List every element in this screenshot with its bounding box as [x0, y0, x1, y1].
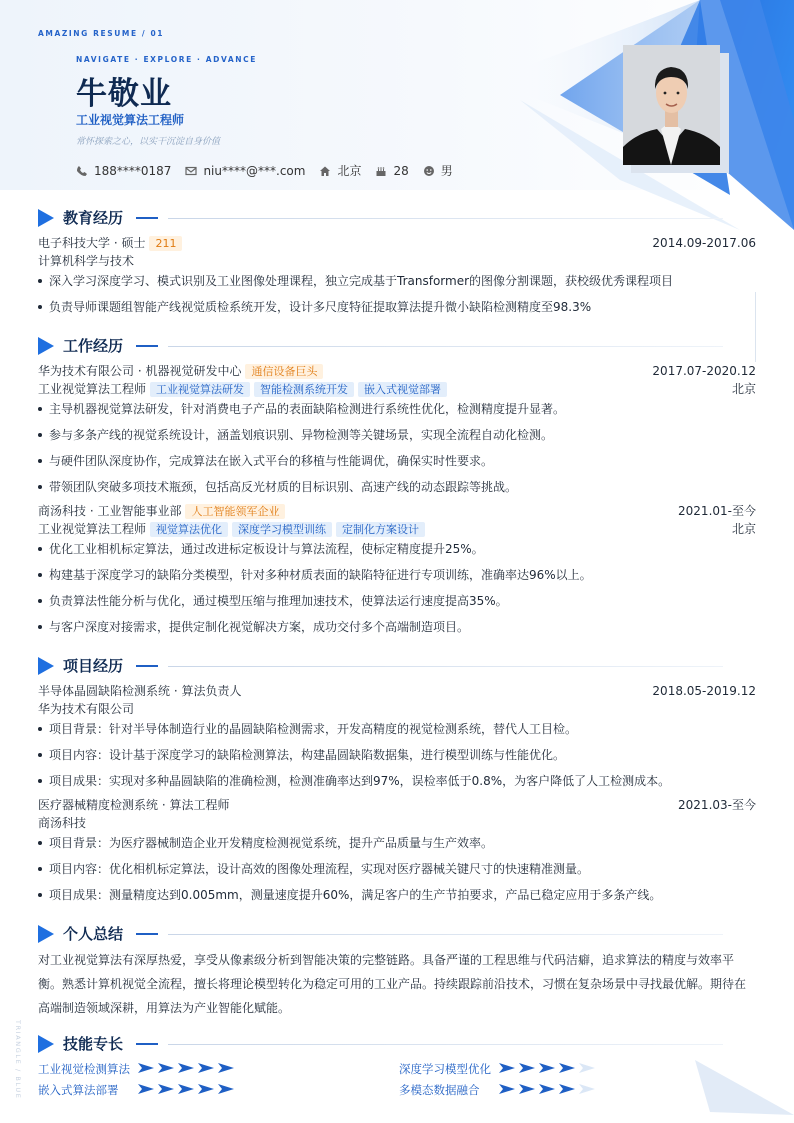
education-heading: [38, 207, 756, 229]
section-divider: [168, 934, 723, 935]
work-section: [38, 335, 756, 640]
project-header: [38, 683, 756, 699]
job-header: [38, 503, 756, 519]
skill-label: 嵌入式算法部署: [38, 1083, 119, 1097]
rating-arrow-filled-icon: [158, 1084, 174, 1094]
job-location: 北京: [731, 382, 756, 396]
summary-heading: [38, 923, 756, 945]
job-bullet: 与硬件团队深度协作，完成算法在嵌入式平台的移植与性能调优，确保实时性要求。: [38, 453, 756, 469]
section-title: 项目经历: [63, 657, 124, 675]
skill-item: [38, 1062, 338, 1078]
skill-item: [399, 1083, 699, 1099]
cake-icon: [375, 165, 387, 177]
skills-heading: [38, 1033, 756, 1055]
summary-text: 对工业视觉算法有深厚热爱，享受从像素级分析到智能决策的完整链路。具备严谨的工程思维与代码洁癖，追求算法的精度与效率平衡。熟悉计算机视觉全流程，擅长将理论模型转化为稳定可用的工业产品。持续跟踪前沿技术，习惯在复杂场景中寻找最优解。期待在高端制造领域深耕，用算法为产业智能化赋能。: [38, 953, 747, 1015]
mail-icon: [185, 165, 197, 177]
rating-arrow-filled-icon: [539, 1063, 555, 1073]
rating-arrow-filled-icon: [198, 1084, 214, 1094]
work-heading: [38, 335, 756, 357]
rating-arrow-filled-icon: [519, 1063, 535, 1073]
school-tag: 211: [149, 236, 182, 251]
contact-phone: [76, 162, 171, 179]
project-bullet: 项目内容：优化相机标定算法，设计高效的图像处理流程，实现对医疗器械关键尺寸的快速精准测量。: [38, 861, 756, 877]
job-header: [38, 363, 756, 379]
company-tag: 通信设备巨头: [245, 364, 323, 379]
summary-body: [38, 948, 756, 1020]
job-bullet: 带领团队突破多项技术瓶颈，包括高反光材质的目标识别、高速产线的动态跟踪等挑战。: [38, 479, 756, 495]
section-dash: [136, 665, 158, 667]
skill-label: 多模态数据融合: [399, 1083, 480, 1097]
rating-arrow-empty-icon: [579, 1063, 595, 1073]
job-role: 工业视觉算法工程师: [38, 522, 147, 536]
skill-tag: 定制化方案设计: [336, 522, 425, 537]
project-name: 医疗器械精度检测系统 · 算法工程师: [38, 798, 230, 812]
section-title: 工作经历: [63, 337, 124, 355]
section-triangle-icon: [38, 1035, 54, 1053]
section-title: 个人总结: [63, 925, 124, 943]
section-triangle-icon: [38, 337, 54, 355]
gender-icon: [423, 165, 435, 177]
rating-arrow-filled-icon: [218, 1063, 234, 1073]
job-role: 工业视觉算法工程师: [38, 382, 147, 396]
vertical-label: TRIANGLE / BLUE: [14, 1020, 22, 1100]
section-divider: [168, 218, 723, 219]
company-name: 华为技术有限公司 · 机器视觉研发中心: [38, 364, 242, 378]
section-triangle-icon: [38, 209, 54, 227]
skill-tag: 智能检测系统开发: [254, 382, 354, 397]
skill-item: [399, 1062, 699, 1078]
email-text: niu****@***.com: [203, 163, 306, 178]
section-divider: [168, 666, 723, 667]
skill-label: 工业视觉检测算法: [38, 1062, 130, 1076]
rating-arrow-filled-icon: [539, 1084, 555, 1094]
section-dash: [136, 345, 158, 347]
rating-arrow-filled-icon: [519, 1084, 535, 1094]
phone-text: 188****0187: [94, 163, 172, 178]
rating-arrow-filled-icon: [499, 1063, 515, 1073]
projects-section: [38, 655, 756, 905]
portrait-illustration: [623, 45, 720, 165]
rating-arrow-filled-icon: [499, 1084, 515, 1094]
contact-gender: [423, 162, 453, 179]
project-bullet: 项目内容：设计基于深度学习的缺陷检测算法，构建晶圆缺陷数据集，进行模型训练与性能优化。: [38, 747, 756, 763]
rating-arrow-filled-icon: [559, 1084, 575, 1094]
job-date: 2017.07-2020.12: [652, 364, 756, 378]
education-section: [38, 207, 756, 322]
education-bullet: 深入学习深度学习、模式识别及工业图像处理课程，独立完成基于Transformer的图像分割课题，获校级优秀课程项目: [38, 273, 756, 289]
skill-label: 深度学习模型优化: [399, 1062, 491, 1076]
section-triangle-icon: [38, 657, 54, 675]
job-bullet: 主导机器视觉算法研发，针对消费电子产品的表面缺陷检测进行系统性优化，检测精度提升显著。: [38, 401, 756, 417]
rating-arrow-filled-icon: [559, 1063, 575, 1073]
job-location: 北京: [731, 522, 756, 536]
age-text: 28: [393, 163, 409, 178]
contact-location: [319, 162, 361, 179]
job-role-row: [38, 521, 756, 537]
job-title: 工业视觉算法工程师: [76, 113, 185, 127]
company-tag: 人工智能领军企业: [185, 504, 285, 519]
profile-photo: [623, 45, 720, 165]
education-row: [38, 235, 756, 251]
project-bullet: 项目成果：实现对多种晶圆缺陷的准确检测，检测准确率达到97%，误检率低于0.8%，为客户降低了人工检测成本。: [38, 773, 756, 789]
footer-decoration: [690, 1060, 794, 1123]
skill-rating: [499, 1063, 595, 1073]
project-bullet: 项目成果：测量精度达到0.005mm，测量速度提升60%，满足客户的生产节拍要求，产品已稳定应用于多条产线。: [38, 887, 756, 903]
section-divider: [168, 346, 723, 347]
section-dash: [136, 217, 158, 219]
job-role-row: [38, 381, 756, 397]
rating-arrow-filled-icon: [178, 1063, 194, 1073]
company-name: 商汤科技 · 工业智能事业部: [38, 504, 182, 518]
job-date: 2021.01-至今: [678, 504, 756, 518]
project-date: 2021.03-至今: [678, 798, 756, 812]
project-name: 半导体晶圆缺陷检测系统 · 算法负责人: [38, 684, 242, 698]
education-date: 2014.09-2017.06: [652, 236, 756, 250]
skill-rating: [499, 1084, 595, 1094]
project-date: 2018.05-2019.12: [652, 684, 756, 698]
summary-section: [38, 923, 756, 1019]
contact-bar: [76, 162, 453, 179]
skill-rating: [138, 1084, 234, 1094]
project-bullet: 项目背景：为医疗器械制造企业开发精度检测视觉系统，提升产品质量与生产效率。: [38, 835, 756, 851]
rating-arrow-filled-icon: [218, 1084, 234, 1094]
job-bullet: 与客户深度对接需求，提供定制化视觉解决方案，成功交付多个高端制造项目。: [38, 619, 756, 635]
project-org: 商汤科技: [38, 816, 87, 830]
contact-age: [375, 162, 408, 179]
section-divider: [168, 1044, 723, 1045]
resume-kicker: AMAZING RESUME / 01: [38, 29, 165, 38]
skill-tag: 工业视觉算法研发: [150, 382, 250, 397]
skill-tag: 嵌入式视觉部署: [358, 382, 447, 397]
rating-arrow-filled-icon: [138, 1063, 154, 1073]
section-triangle-icon: [38, 925, 54, 943]
rating-arrow-filled-icon: [178, 1084, 194, 1094]
skills-section: [38, 1033, 756, 1103]
section-dash: [136, 1043, 158, 1045]
rating-arrow-empty-icon: [579, 1084, 595, 1094]
education-bullet: 负责导师课题组智能产线视觉质检系统开发，设计多尺度特征提取算法提升微小缺陷检测精度至98.3%: [38, 299, 756, 315]
project-org: 华为技术有限公司: [38, 702, 135, 716]
home-icon: [319, 165, 331, 177]
job-bullet: 构建基于深度学习的缺陷分类模型，针对多种材质表面的缺陷特征进行专项训练，准确率达96%以上。: [38, 567, 756, 583]
school-name: 电子科技大学 · 硕士: [38, 236, 146, 250]
location-text: 北京: [337, 164, 362, 178]
skill-tag: 深度学习模型训练: [232, 522, 332, 537]
contact-email: [185, 162, 305, 179]
major: 计算机科学与技术: [38, 254, 135, 268]
project-bullet: 项目背景：针对半导体制造行业的晶圆缺陷检测需求，开发高精度的视觉检测系统，替代人工目检。: [38, 721, 756, 737]
rating-arrow-filled-icon: [138, 1084, 154, 1094]
candidate-name: 牛敬业: [76, 76, 172, 112]
phone-icon: [76, 165, 88, 177]
job-bullet: 负责算法性能分析与优化，通过模型压缩与推理加速技术，使算法运行速度提高35%。: [38, 593, 756, 609]
section-title: 教育经历: [63, 209, 124, 227]
skill-rating: [138, 1063, 234, 1073]
skill-item: [38, 1083, 338, 1099]
job-bullet: 优化工业相机标定算法，通过改进标定板设计与算法流程，使标定精度提升25%。: [38, 541, 756, 557]
section-dash: [136, 933, 158, 935]
skill-tag: 视觉算法优化: [150, 522, 228, 537]
nav-kicker: NAVIGATE · EXPLORE · ADVANCE: [76, 55, 257, 64]
section-title: 技能专长: [63, 1035, 124, 1053]
gender-text: 男: [440, 164, 453, 178]
rating-arrow-filled-icon: [158, 1063, 174, 1073]
job-bullet: 参与多条产线的视觉系统设计，涵盖划痕识别、异物检测等关键场景，实现全流程自动化检测。: [38, 427, 756, 443]
rating-arrow-filled-icon: [198, 1063, 214, 1073]
project-header: [38, 797, 756, 813]
projects-heading: [38, 655, 756, 677]
motto: 常怀探索之心，以实干沉淀自身价值: [76, 137, 221, 147]
